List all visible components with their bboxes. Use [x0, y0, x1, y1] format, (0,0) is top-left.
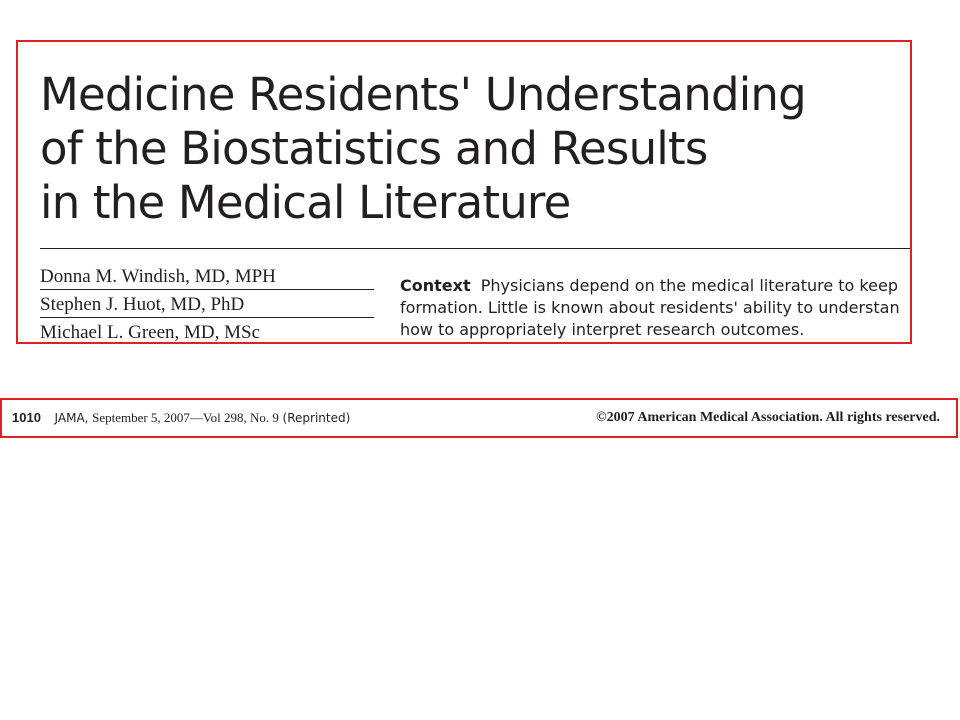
author-name: Stephen J. Huot, MD, PhD [40, 290, 374, 318]
copyright-notice: ©2007 American Medical Association. All rights reserved. [596, 410, 940, 425]
author-list [40, 262, 374, 344]
title-line: Medicine Residents' Understanding [40, 68, 806, 121]
context-abstract [400, 275, 912, 341]
author-name: Donna M. Windish, MD, MPH [40, 262, 374, 290]
page-number: 1010 [12, 410, 41, 425]
author-name: Michael L. Green, MD, MSc [40, 322, 261, 343]
issue-date: September 5, 2007—Vol 298, No. 9 [92, 410, 279, 425]
title-divider [40, 248, 912, 249]
citation-footer-clipping [0, 398, 958, 438]
reprint-note: (Reprinted) [282, 411, 351, 425]
title-line: of the Biostatistics and Results [40, 122, 708, 175]
context-line: formation. Little is known about residents' ability to understan [400, 298, 900, 317]
citation-left [12, 410, 350, 426]
context-line: how to appropriately interpret research outcomes. [400, 320, 805, 339]
context-line: Physicians depend on the medical literature to keep [480, 276, 898, 295]
journal-name: JAMA, [54, 411, 89, 425]
article-header-clipping [16, 40, 912, 344]
title-line: in the Medical Literature [40, 176, 571, 229]
article-title [40, 68, 806, 230]
context-label: Context [400, 276, 471, 295]
